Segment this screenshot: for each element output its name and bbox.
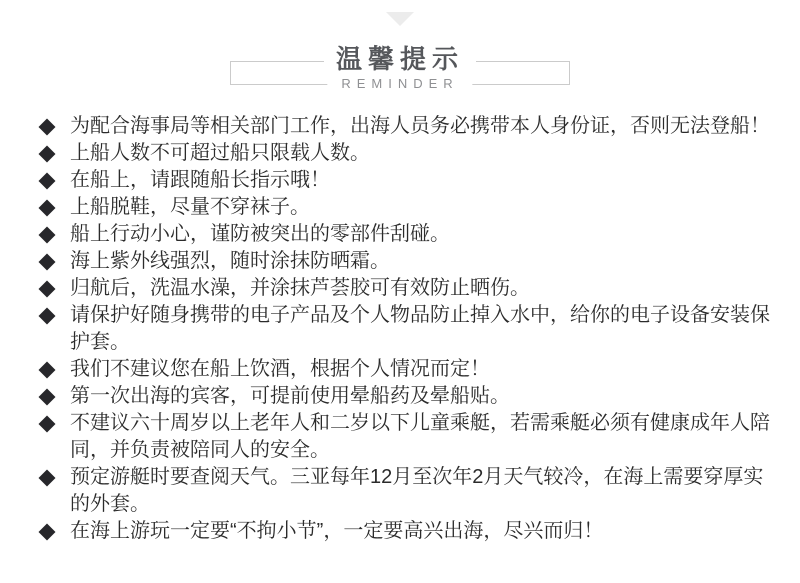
notice-item [38, 464, 800, 518]
diamond-bullet-icon [38, 410, 56, 437]
diamond-bullet-icon [38, 248, 56, 275]
notice-text [70, 464, 780, 518]
diamond-bullet-icon [38, 518, 56, 545]
reminder-notice-page [0, 12, 800, 583]
diamond-bullet-icon [38, 113, 56, 140]
notice-line: 护套。 [70, 331, 130, 353]
diamond-bullet-icon [38, 383, 56, 410]
diamond-bullet-icon [38, 356, 56, 383]
notice-text [70, 194, 780, 221]
notice-item [38, 221, 800, 248]
notice-line: 海上紫外线强烈，随时涂抹防晒霜。 [70, 250, 390, 272]
notice-text [70, 410, 780, 464]
notice-line: 在海上游玩一定要“不拘小节”，一定要高兴出海，尽兴而归！ [70, 520, 604, 542]
notice-item [38, 356, 800, 383]
notice-line: 上船人数不可超过船只限载人数。 [70, 142, 370, 164]
notice-line: 上船脱鞋，尽量不穿袜子。 [70, 196, 310, 218]
notice-list [0, 113, 800, 545]
notice-item [38, 302, 800, 356]
notice-item [38, 383, 800, 410]
notice-text [70, 518, 780, 545]
notice-text [70, 113, 780, 140]
diamond-bullet-icon [38, 167, 56, 194]
header-box [230, 44, 570, 91]
diamond-bullet-icon [38, 140, 56, 167]
notice-text [70, 302, 780, 356]
page-title: 温馨提示 [324, 42, 476, 76]
notice-line: 预定游艇时要查阅天气。三亚每年12月至次年2月天气较冷，在海上需要穿厚实 [70, 466, 764, 488]
notice-item [38, 140, 800, 167]
diamond-bullet-icon [38, 275, 56, 302]
notice-text [70, 383, 780, 410]
diamond-bullet-icon [38, 221, 56, 248]
triangle-down-icon [386, 12, 414, 26]
notice-item [38, 275, 800, 302]
notice-line: 不建议六十周岁以上老年人和二岁以下儿童乘艇，若需乘艇必须有健康成年人陪 [70, 412, 770, 434]
notice-item [38, 167, 800, 194]
notice-text [70, 140, 780, 167]
notice-line: 请保护好随身携带的电子产品及个人物品防止掉入水中，给你的电子设备安装保 [70, 304, 770, 326]
diamond-bullet-icon [38, 194, 56, 221]
notice-item [38, 194, 800, 221]
notice-text [70, 221, 780, 248]
diamond-bullet-icon [38, 464, 56, 491]
diamond-bullet-icon [38, 302, 56, 329]
notice-line: 的外套。 [70, 493, 150, 515]
notice-line: 为配合海事局等相关部门工作，出海人员务必携带本人身份证，否则无法登船！ [70, 115, 770, 137]
notice-item [38, 518, 800, 545]
notice-line: 同，并负责被陪同人的安全。 [70, 439, 330, 461]
notice-item [38, 113, 800, 140]
notice-line: 归航后，洗温水澡，并涂抹芦荟胶可有效防止晒伤。 [70, 277, 530, 299]
notice-text [70, 275, 780, 302]
notice-text [70, 167, 780, 194]
notice-item [38, 248, 800, 275]
notice-line: 船上行动小心，谨防被突出的零部件刮碰。 [70, 223, 450, 245]
notice-item [38, 410, 800, 464]
notice-text [70, 356, 780, 383]
notice-line: 我们不建议您在船上饮酒，根据个人情况而定！ [70, 358, 490, 380]
notice-line: 第一次出海的宾客，可提前使用晕船药及晕船贴。 [70, 385, 510, 407]
notice-text [70, 248, 780, 275]
notice-line: 在船上，请跟随船长指示哦！ [70, 169, 330, 191]
page-subtitle: REMINDER [327, 74, 472, 94]
